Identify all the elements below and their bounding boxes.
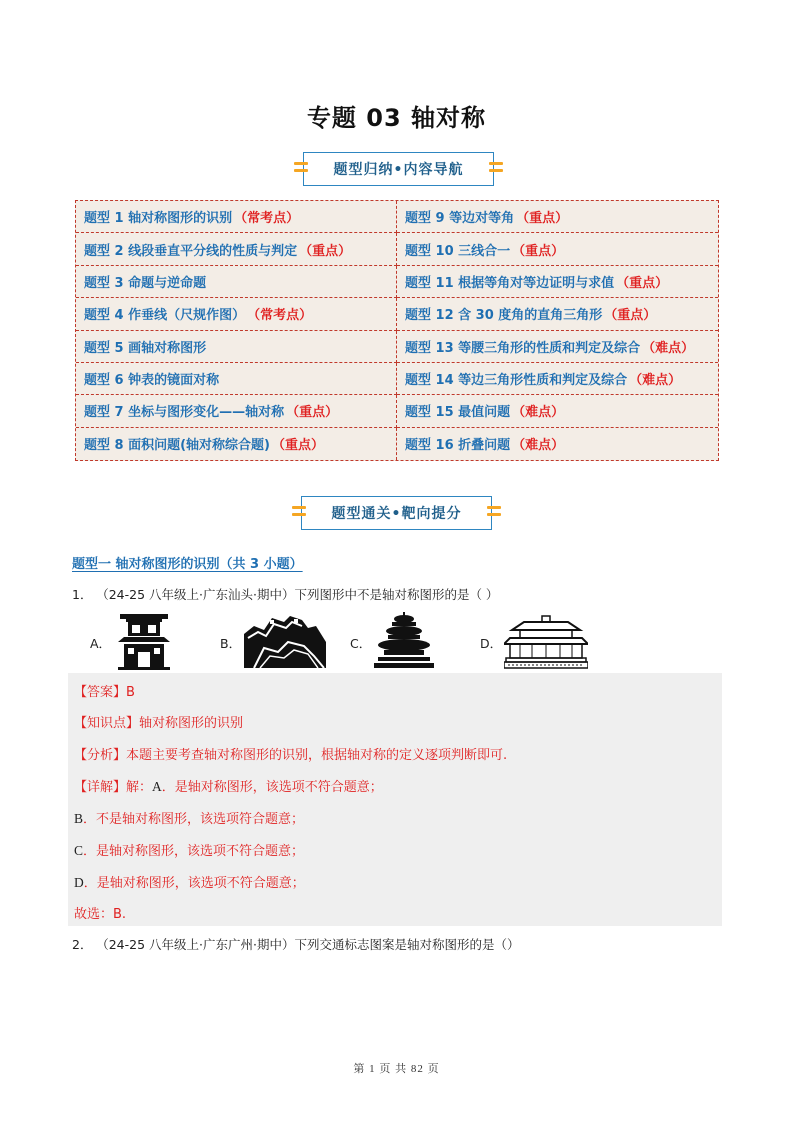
option-label: C． — [350, 636, 372, 651]
option-label: D． — [480, 636, 503, 651]
temple-of-heaven-icon — [374, 612, 434, 670]
practice-banner-label: 题型通关•靶向提分 — [331, 506, 462, 522]
banner-decoration-icon — [294, 162, 308, 176]
detail-line-c: C．是轴对称图形，该选项不符合题意； — [74, 843, 305, 859]
banner-decoration-icon — [489, 162, 503, 176]
topic-navigation-table — [75, 200, 719, 461]
option-d[interactable] — [480, 612, 610, 670]
toc-item[interactable]: 题型 5 画轴对称图形 — [76, 331, 397, 363]
nav-banner — [303, 152, 494, 186]
toc-item[interactable]: 题型 4 作垂线（尺规作图） （常考点） — [76, 298, 397, 330]
toc-item[interactable]: 题型 14 等边三角形性质和判定及综合 （难点） — [397, 363, 718, 395]
toc-item[interactable]: 题型 7 坐标与图形变化——轴对称 （重点） — [76, 395, 397, 427]
question-number: 2． — [72, 937, 93, 952]
toc-item[interactable]: 题型 12 含 30 度角的直角三角形 （重点） — [397, 298, 718, 330]
question-number: 1． — [72, 587, 93, 602]
toc-item[interactable]: 题型 6 钟表的镜面对称 — [76, 363, 397, 395]
section-heading[interactable]: 题型一 轴对称图形的识别（共 3 小题） — [72, 557, 303, 572]
forbidden-city-icon — [504, 612, 588, 670]
question-2 — [72, 935, 519, 953]
toc-item[interactable]: 题型 9 等边对等角 （重点） — [397, 201, 718, 233]
practice-banner — [301, 496, 492, 530]
answer-panel — [68, 673, 722, 926]
option-b[interactable] — [220, 612, 350, 670]
option-a[interactable] — [90, 612, 220, 670]
page-title: 专题 03 轴对称 — [306, 104, 487, 132]
detail-line-d: D．是轴对称图形，该选项不符合题意； — [74, 875, 305, 891]
toc-item[interactable]: 题型 3 命题与逆命题 — [76, 266, 397, 298]
toc-item[interactable]: 题型 1 轴对称图形的识别 （常考点） — [76, 201, 397, 233]
answer-line: 【答案】B — [74, 685, 135, 700]
detail-line-b: B．不是轴对称图形，该选项符合题意； — [74, 811, 305, 827]
toc-item[interactable]: 题型 13 等腰三角形的性质和判定及综合 （难点） — [397, 331, 718, 363]
question-1 — [72, 585, 498, 603]
toc-item[interactable]: 题型 11 根据等角对等边证明与求值 （重点） — [397, 266, 718, 298]
page-footer: 第 1 页 共 82 页 — [353, 1063, 440, 1075]
option-label: B． — [220, 636, 242, 651]
nav-banner-label: 题型归纳•内容导航 — [333, 162, 464, 178]
pagoda-gate-icon — [114, 612, 174, 670]
question-text: （24-25 八年级上·广东汕头·期中）下列图形中不是轴对称图形的是（ ） — [102, 587, 499, 602]
banner-decoration-icon — [292, 506, 306, 520]
option-label: A． — [90, 636, 112, 651]
toc-item[interactable]: 题型 16 折叠问题 （难点） — [405, 438, 565, 454]
detail-line-a: 【详解】解：A．是轴对称图形，该选项不符合题意； — [74, 779, 383, 795]
final-choice: 故选：B. — [74, 907, 127, 922]
toc-item[interactable]: 题型 8 面积问题(轴对称综合题) （重点） — [76, 428, 397, 460]
question-1-options — [90, 612, 610, 670]
toc-item[interactable]: 题型 15 最值问题 （难点） — [397, 395, 718, 427]
banner-decoration-icon — [487, 506, 501, 520]
question-text: （24-25 八年级上·广东广州·期中）下列交通标志图案是轴对称图形的是（） — [102, 937, 520, 952]
toc-item[interactable]: 题型 2 线段垂直平分线的性质与判定 （重点） — [76, 233, 397, 265]
analysis: 【分析】本题主要考查轴对称图形的识别，根据轴对称的定义逐项判断即可. — [74, 748, 508, 763]
great-wall-icon — [244, 612, 328, 670]
toc-item[interactable]: 题型 10 三线合一 （重点） — [397, 233, 718, 265]
option-c[interactable] — [350, 612, 480, 670]
knowledge-point: 【知识点】轴对称图形的识别 — [74, 716, 244, 731]
